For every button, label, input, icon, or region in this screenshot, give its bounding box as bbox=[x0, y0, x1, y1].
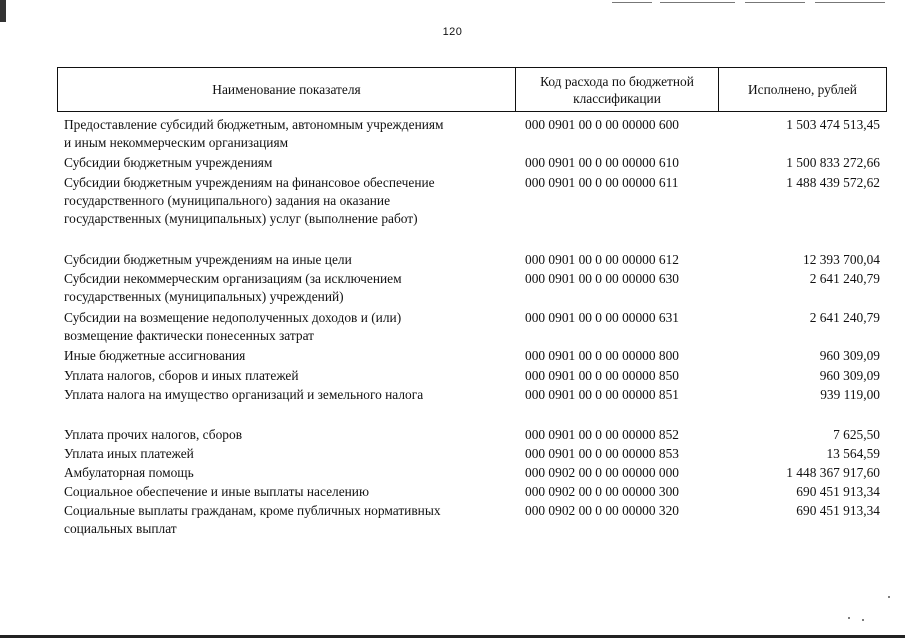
row-amount: 939 119,00 bbox=[820, 387, 880, 402]
row-name-line: государственных (муниципальных) услуг (выполнение работ) bbox=[64, 210, 418, 226]
row-amount: 960 309,09 bbox=[819, 348, 880, 363]
row-name-line: Социальные выплаты гражданам, кроме публичных нормативных bbox=[64, 503, 441, 518]
row-name bbox=[64, 464, 510, 482]
row-amount: 1 448 367 917,60 bbox=[786, 465, 880, 480]
row-name-line: Субсидии бюджетным учреждениям на финансовое обеспечение bbox=[64, 175, 435, 190]
row-amount: 1 488 439 572,62 bbox=[786, 175, 880, 190]
row-code: 000 0901 00 0 00 00000 630 bbox=[525, 271, 679, 286]
row-name bbox=[64, 174, 510, 227]
header-amount: Исполнено, рублей bbox=[748, 82, 857, 97]
scan-artifact bbox=[848, 617, 850, 619]
row-name-line: Социальное обеспечение и иные выплаты населению bbox=[64, 484, 369, 499]
row-name bbox=[64, 502, 510, 538]
row-name bbox=[64, 483, 510, 501]
row-amount: 1 500 833 272,66 bbox=[786, 155, 880, 170]
row-name bbox=[64, 154, 510, 172]
row-name-line: Субсидии на возмещение недополученных доходов и (или) bbox=[64, 310, 402, 325]
row-name-line: государственного (муниципального) задания на оказание bbox=[64, 192, 391, 208]
row-code: 000 0902 00 0 00 00000 320 bbox=[525, 503, 679, 518]
scan-artifact bbox=[0, 635, 905, 638]
row-name-line: Субсидии бюджетным учреждениям на иные цели bbox=[64, 252, 352, 267]
row-name-line: Субсидии некоммерческим организациям (за исключением bbox=[64, 271, 402, 286]
row-name-line: Уплата прочих налогов, сборов bbox=[64, 427, 243, 442]
row-code: 000 0901 00 0 00 00000 631 bbox=[525, 310, 679, 325]
row-amount: 13 564,59 bbox=[826, 446, 880, 461]
header-code-line: Код расхода по бюджетной bbox=[540, 73, 694, 89]
row-amount: 1 503 474 513,45 bbox=[786, 117, 880, 132]
header-name: Наименование показателя bbox=[58, 68, 516, 111]
row-name-line: Субсидии бюджетным учреждениям bbox=[64, 155, 273, 170]
row-name bbox=[64, 386, 510, 404]
row-name-line: и иным некоммерческим организациям bbox=[64, 134, 289, 150]
row-code: 000 0901 00 0 00 00000 853 bbox=[525, 446, 679, 461]
row-name-line: Уплата иных платежей bbox=[64, 446, 194, 461]
row-name-line: Амбулаторная помощь bbox=[64, 465, 194, 480]
row-amount: 690 451 913,34 bbox=[796, 484, 880, 499]
scan-artifact bbox=[862, 619, 864, 621]
row-name-line: Иные бюджетные ассигнования bbox=[64, 348, 246, 363]
row-amount: 2 641 240,79 bbox=[809, 310, 880, 325]
row-name-line: социальных выплат bbox=[64, 520, 177, 536]
row-code: 000 0901 00 0 00 00000 851 bbox=[525, 387, 679, 402]
row-amount: 2 641 240,79 bbox=[809, 271, 880, 286]
row-name bbox=[64, 309, 510, 345]
row-amount: 690 451 913,34 bbox=[796, 503, 880, 518]
row-code: 000 0901 00 0 00 00000 611 bbox=[525, 175, 679, 190]
row-name bbox=[64, 251, 510, 269]
row-code: 000 0902 00 0 00 00000 300 bbox=[525, 484, 679, 499]
row-name bbox=[64, 367, 510, 385]
row-code: 000 0901 00 0 00 00000 600 bbox=[525, 117, 679, 132]
row-name bbox=[64, 270, 510, 306]
row-name-line: Уплата налога на имущество организаций и земельного налога bbox=[64, 387, 424, 402]
row-amount: 12 393 700,04 bbox=[803, 252, 880, 267]
row-code: 000 0901 00 0 00 00000 610 bbox=[525, 155, 679, 170]
row-name bbox=[64, 426, 510, 444]
scan-artifact bbox=[888, 596, 890, 598]
row-name-line: Предоставление субсидий бюджетным, автономным учреждениям bbox=[64, 117, 444, 132]
row-name-line: возмещение фактически понесенных затрат bbox=[64, 327, 315, 343]
row-code: 000 0901 00 0 00 00000 800 bbox=[525, 348, 679, 363]
row-name-line: государственных (муниципальных) учреждений) bbox=[64, 288, 344, 304]
row-name bbox=[64, 347, 510, 365]
row-code: 000 0902 00 0 00 00000 000 bbox=[525, 465, 679, 480]
header-code-line: классификации bbox=[573, 90, 661, 106]
row-code: 000 0901 00 0 00 00000 612 bbox=[525, 252, 679, 267]
row-name-line: Уплата налогов, сборов и иных платежей bbox=[64, 368, 299, 383]
row-name bbox=[64, 116, 510, 152]
row-name bbox=[64, 445, 510, 463]
row-code: 000 0901 00 0 00 00000 852 bbox=[525, 427, 679, 442]
row-code: 000 0901 00 0 00 00000 850 bbox=[525, 368, 679, 383]
row-amount: 960 309,09 bbox=[819, 368, 880, 383]
page-number: 120 bbox=[442, 26, 463, 38]
row-amount: 7 625,50 bbox=[833, 427, 880, 442]
